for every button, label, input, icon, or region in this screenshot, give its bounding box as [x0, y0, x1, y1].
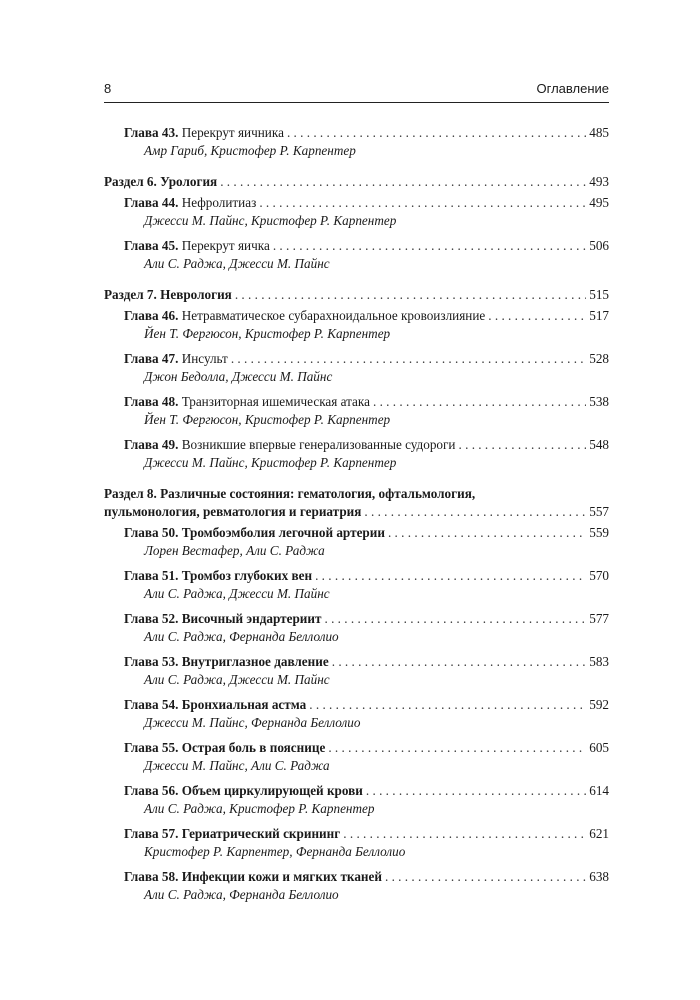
section-heading[interactable] — [104, 286, 609, 304]
chapter-number: Глава 48. — [124, 394, 179, 409]
section-6-chapters — [104, 194, 609, 273]
chapter-number: Глава 57. — [124, 826, 179, 841]
chapter-number: Глава 44. — [124, 195, 179, 210]
chapter-page: 570 — [589, 568, 609, 583]
chapter-entry[interactable] — [104, 194, 609, 230]
section-title-line2: пульмонология, ревматология и гериатрия — [104, 504, 362, 519]
chapter-title: Возникшие впервые генерализованные судороги — [181, 437, 456, 452]
chapter-page: 583 — [589, 654, 609, 669]
leader-dots — [220, 173, 586, 191]
chapter-entry[interactable] — [104, 825, 609, 861]
toc-section-6 — [104, 173, 609, 273]
chapter-title: Острая боль в пояснице — [181, 740, 326, 755]
leader-dots — [332, 653, 587, 671]
leader-dots — [273, 237, 586, 255]
chapter-page: 517 — [589, 308, 609, 323]
chapter-number: Глава 49. — [124, 437, 179, 452]
section-8-chapters — [104, 524, 609, 904]
chapter-entry[interactable] — [104, 567, 609, 603]
leader-dots — [373, 393, 586, 411]
chapter-authors: Али С. Раджа, Фернанда Беллолио — [144, 887, 339, 902]
chapter-authors: Джесси М. Пайнс, Кристофер Р. Карпентер — [144, 455, 397, 470]
chapter-page: 605 — [589, 740, 609, 755]
chapter-authors: Амр Гариб, Кристофер Р. Карпентер — [144, 143, 356, 158]
chapter-page: 538 — [589, 394, 609, 409]
leader-dots — [364, 503, 586, 521]
chapter-number: Глава 51. — [124, 568, 179, 583]
chapter-authors: Йен Т. Фергюсон, Кристофер Р. Карпентер — [144, 412, 391, 427]
chapter-title: Инсульт — [181, 351, 228, 366]
toc-top-chapter — [104, 124, 609, 160]
chapter-title: Перекрут яичка — [181, 238, 270, 253]
leader-dots — [309, 696, 586, 714]
chapter-number: Глава 45. — [124, 238, 179, 253]
chapter-authors: Джесси М. Пайнс, Али С. Раджа — [144, 758, 330, 773]
chapter-number: Глава 43. — [124, 125, 179, 140]
section-7-chapters — [104, 307, 609, 472]
chapter-title: Бронхиальная астма — [181, 697, 307, 712]
chapter-page: 559 — [589, 525, 609, 540]
leader-dots — [385, 868, 586, 886]
chapter-number: Глава 47. — [124, 351, 179, 366]
chapter-authors: Али С. Раджа, Фернанда Беллолио — [144, 629, 339, 644]
section-heading[interactable] — [104, 485, 609, 521]
chapter-authors: Йен Т. Фергюсон, Кристофер Р. Карпентер — [144, 326, 391, 341]
leader-dots — [328, 739, 586, 757]
leader-dots — [488, 307, 586, 325]
chapter-number: Глава 54. — [124, 697, 179, 712]
leader-dots — [235, 286, 586, 304]
chapter-title: Тромбоэмболия легочной артерии — [181, 525, 385, 540]
chapter-page: 548 — [589, 437, 609, 452]
chapter-page: 592 — [589, 697, 609, 712]
chapter-authors: Кристофер Р. Карпентер, Фернанда Беллолио — [144, 844, 406, 859]
leader-dots — [366, 782, 586, 800]
leader-dots — [231, 350, 586, 368]
section-title: Раздел 6. Урология — [104, 174, 218, 189]
chapter-page: 495 — [589, 195, 609, 210]
chapter-entry[interactable] — [104, 653, 609, 689]
running-header — [104, 80, 609, 103]
chapter-authors: Али С. Раджа, Джесси М. Пайнс — [144, 672, 330, 687]
chapter-entry[interactable] — [104, 696, 609, 732]
chapter-title: Внутриглазное давление — [181, 654, 329, 669]
chapter-authors: Джон Бедолла, Джесси М. Пайнс — [144, 369, 333, 384]
chapter-page: 528 — [589, 351, 609, 366]
running-title: Оглавление — [536, 81, 609, 96]
chapter-entry[interactable] — [104, 124, 609, 160]
chapter-number: Глава 55. — [124, 740, 179, 755]
chapter-title: Транзиторная ишемическая атака — [181, 394, 370, 409]
chapter-page: 485 — [589, 125, 609, 140]
chapter-number: Глава 58. — [124, 869, 179, 884]
section-title-line1: Раздел 8. Различные состояния: гематология, офтальмология, — [104, 486, 476, 501]
chapter-title: Инфекции кожи и мягких тканей — [181, 869, 382, 884]
chapter-number: Глава 56. — [124, 783, 179, 798]
chapter-entry[interactable] — [104, 610, 609, 646]
chapter-title: Объем циркулирующей крови — [181, 783, 363, 798]
chapter-authors: Али С. Раджа, Джесси М. Пайнс — [144, 586, 330, 601]
toc-section-8 — [104, 485, 609, 904]
section-heading[interactable] — [104, 173, 609, 191]
chapter-number: Глава 52. — [124, 611, 179, 626]
table-of-contents — [104, 124, 609, 904]
chapter-page: 614 — [589, 783, 609, 798]
chapter-authors: Джесси М. Пайнс, Кристофер Р. Карпентер — [144, 213, 397, 228]
chapter-entry[interactable] — [104, 436, 609, 472]
toc-section-7 — [104, 286, 609, 472]
chapter-title: Височный эндартериит — [181, 611, 322, 626]
leader-dots — [259, 194, 586, 212]
chapter-authors: Али С. Раджа, Джесси М. Пайнс — [144, 256, 330, 271]
chapter-entry[interactable] — [104, 350, 609, 386]
chapter-entry[interactable] — [104, 782, 609, 818]
section-title: Раздел 7. Неврология — [104, 287, 232, 302]
chapter-authors: Джесси М. Пайнс, Фернанда Беллолио — [144, 715, 361, 730]
chapter-number: Глава 46. — [124, 308, 179, 323]
chapter-title: Тромбоз глубоких вен — [181, 568, 313, 583]
chapter-number: Глава 53. — [124, 654, 179, 669]
chapter-title: Нефролитиаз — [181, 195, 257, 210]
chapter-entry[interactable] — [104, 739, 609, 775]
page-number: 8 — [104, 81, 112, 96]
chapter-authors: Лорен Вестафер, Али С. Раджа — [144, 543, 325, 558]
chapter-authors: Али С. Раджа, Кристофер Р. Карпентер — [144, 801, 375, 816]
section-page: 493 — [589, 174, 609, 189]
chapter-title: Гериатрический скрининг — [181, 826, 341, 841]
leader-dots — [343, 825, 586, 843]
leader-dots — [459, 436, 587, 454]
chapter-page: 621 — [589, 826, 609, 841]
chapter-entry[interactable] — [104, 307, 609, 343]
leader-dots — [324, 610, 586, 628]
leader-dots — [315, 567, 586, 585]
chapter-entry[interactable] — [104, 524, 609, 560]
chapter-entry[interactable] — [104, 393, 609, 429]
chapter-page: 638 — [589, 869, 609, 884]
chapter-entry[interactable] — [104, 868, 609, 904]
section-page: 557 — [589, 504, 609, 519]
chapter-entry[interactable] — [104, 237, 609, 273]
leader-dots — [287, 124, 586, 142]
chapter-page: 506 — [589, 238, 609, 253]
chapter-number: Глава 50. — [124, 525, 179, 540]
chapter-title: Перекрут яичника — [181, 125, 284, 140]
chapter-page: 577 — [589, 611, 609, 626]
chapter-title: Нетравматическое субарахноидальное кровоизлияние — [181, 308, 486, 323]
section-page: 515 — [589, 287, 609, 302]
leader-dots — [388, 524, 586, 542]
